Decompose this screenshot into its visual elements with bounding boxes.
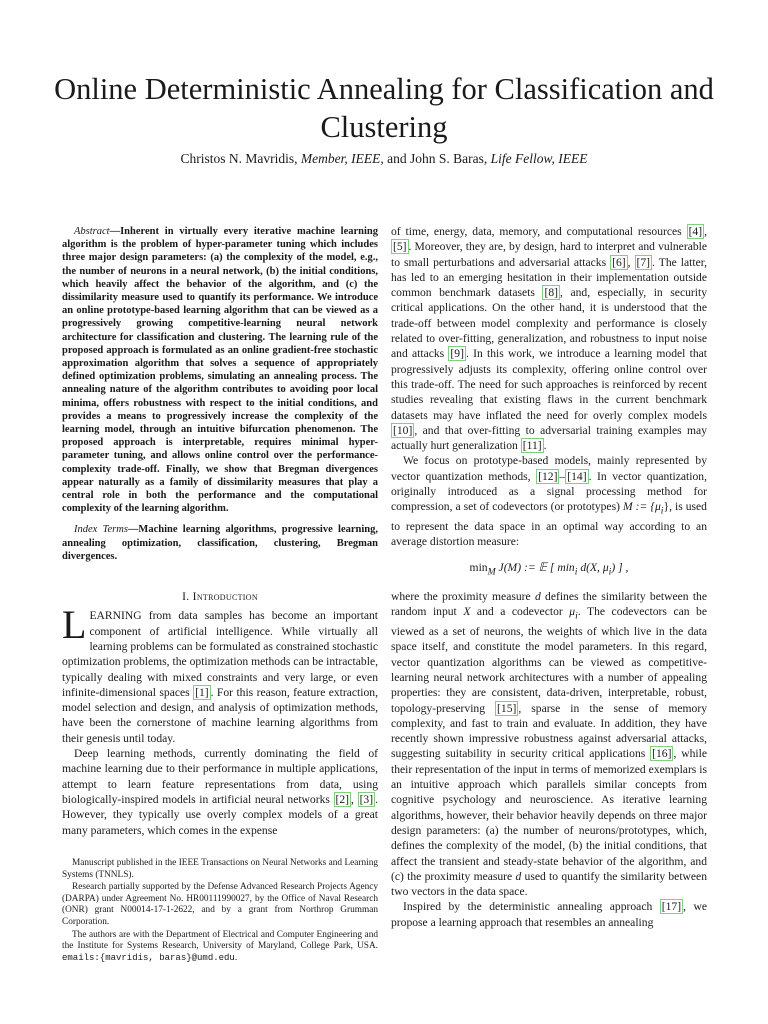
body-text: . Moreover, they are, by design, hard to interpret and vulnerable to small perturbations and adversarial attacks bbox=[391, 240, 707, 269]
section-title: Introduction bbox=[192, 590, 258, 604]
citation-link[interactable]: [2] bbox=[335, 792, 350, 806]
lead-word: EARNING bbox=[89, 609, 142, 623]
body-text: . In vector quantization, originally introduced as a signal processing method for compression, a set of codevectors (or prototypes) bbox=[391, 469, 707, 514]
index-terms-text: —Machine learning algorithms, progressive learning, annealing optimization, classification, clustering, Bregman divergences. bbox=[62, 524, 378, 562]
author-2-role: Life Fellow, IEEE bbox=[490, 151, 588, 166]
body-text: , sparse in the sense of memory complexity, and fast to train and evaluate. In addition, they have recently shown impressive robustness against adversarial attacks, suggesting suitability in security critical applications bbox=[391, 701, 707, 761]
intro-text: from data samples has become an important component of artificial intelligence. While virtually all learning problems can be formulated as constrained stochastic optimization problems, the optimization methods can be intractable, typically dealing with mixed constraints and very large, or even infinite-dimensional spaces bbox=[62, 609, 378, 699]
equation-sub: M bbox=[487, 565, 496, 577]
citation-link[interactable]: [5] bbox=[393, 240, 407, 254]
body-text: of time, energy, data, memory, and computational resources bbox=[391, 225, 687, 238]
equation-sub: i bbox=[608, 565, 612, 577]
left-column bbox=[62, 225, 378, 838]
body-text: , while their representation of the input in terms of memorized exemplars is an intuitive approach which parallels similar concepts from cognitive psychology and neuroscience. As iterative learning algorithms, however, their behavior heavily depends on three major design parameters: (a) the number of neurons/prototypes, which, defines the complexity of the model, (b) the initial conditions, that affect the transient and steady-state behavior of the algorithm, and (c) the proximity measure bbox=[391, 747, 707, 883]
citation-link[interactable]: [9] bbox=[450, 347, 464, 361]
author-emails: emails:{mavridis, baras}@umd.edu bbox=[62, 952, 235, 963]
intro-text: Deep learning methods, currently dominating the field of machine learning due to their performance in multiple applications, attempt to learn feature representations from data, using biologically-inspired models in artificial neural networks bbox=[62, 747, 378, 806]
section-heading-introduction bbox=[62, 589, 378, 604]
author-line bbox=[40, 150, 728, 168]
citation-link[interactable]: [3] bbox=[359, 792, 374, 806]
right-column bbox=[391, 224, 707, 930]
body-text: and a codevector bbox=[470, 605, 570, 619]
equation-body: J(M) := 𝔼 [ min bbox=[498, 560, 575, 574]
author-1: Christos N. Mavridis, bbox=[180, 151, 298, 166]
equation-body: d(X, μ bbox=[580, 560, 609, 574]
index-terms-label: Index Terms bbox=[74, 524, 128, 536]
drop-cap: L bbox=[62, 602, 87, 648]
body-text: – bbox=[559, 469, 566, 483]
citation-link[interactable]: [16] bbox=[652, 747, 672, 761]
citation-link[interactable]: [11] bbox=[522, 439, 542, 453]
math-inline: M := {μ bbox=[622, 500, 661, 514]
body-text: We focus on prototype-based models, mainly represented by vector quantization methods, bbox=[391, 454, 707, 483]
body-text: , and, especially, in security critical applications. On the other hand, it is understood that the trade-off between model complexity and performance is closely related to over-fitting, generalization, and robustness to input noise and attacks bbox=[391, 286, 707, 361]
citation-link[interactable]: [14] bbox=[567, 469, 587, 483]
citation-link[interactable]: [12] bbox=[538, 469, 558, 483]
body-text: . The latter, has led to an emerging hesitation in their implementation outside common benchmark datasets bbox=[391, 255, 708, 300]
citation-link[interactable]: [6] bbox=[612, 255, 626, 269]
body-text: Inspired by the deterministic annealing approach bbox=[403, 900, 660, 914]
body-text: , bbox=[704, 225, 707, 238]
intro-paragraph-1 bbox=[62, 602, 378, 746]
index-terms bbox=[62, 523, 378, 563]
math-inline: X bbox=[463, 605, 471, 619]
math-subscript: i bbox=[660, 505, 664, 517]
body-text: , and that over-fitting to adversarial training examples may actually hurt generalization bbox=[391, 423, 707, 453]
math-inline: μ bbox=[569, 605, 576, 619]
math-inline: d bbox=[515, 869, 522, 883]
body-text: where the proximity measure bbox=[391, 590, 535, 604]
footnote-manuscript: Manuscript published in the IEEE Transactions on Neural Networks and Learning Systems (TNNLS). bbox=[62, 858, 378, 880]
body-text: , is used to represent the data space in an optimal way according to an average distortion measure: bbox=[391, 500, 707, 549]
body-text: . The codevectors can be viewed as a set of neurons, the weights of which live in the data space itself, and constitute the model parameters. In this regard, vector quantization algorithms can be viewed as competitive-learning neural network architectures with a number of appealing properties: they are consistent, data-driven, interpretable, robust, topology-preserving bbox=[391, 605, 707, 715]
citation-link[interactable]: [17] bbox=[661, 900, 682, 914]
footnotes bbox=[62, 858, 378, 965]
body-paragraph-4 bbox=[391, 899, 707, 930]
author-1-role: Member, IEEE bbox=[300, 151, 381, 166]
equation-end: ) ] , bbox=[611, 560, 629, 574]
paper-title: Online Deterministic Annealing for Classification and Clustering bbox=[54, 72, 714, 144]
intro-text: . However, they typically use overly complex models of a great many parameters, which comes in the expense bbox=[62, 792, 378, 837]
citation-link[interactable]: [8] bbox=[544, 286, 558, 300]
body-paragraph-1 bbox=[391, 224, 707, 453]
abstract bbox=[62, 225, 378, 515]
body-text: used to quantify the similarity between two vectors in the data space. bbox=[391, 869, 708, 899]
body-paragraph-2 bbox=[391, 453, 707, 549]
citation-link[interactable]: [15] bbox=[497, 701, 517, 715]
author-conjunction: , and John S. Baras, bbox=[380, 151, 488, 166]
equation-min: min bbox=[469, 560, 488, 574]
body-paragraph-3 bbox=[391, 589, 707, 899]
intro-text: . For this reason, feature extraction, model selection and design, and analysis of optimization methods, have been the cornerstone of machine learning algorithms from their genesis until today. bbox=[62, 685, 378, 745]
body-text: . bbox=[543, 439, 547, 453]
footnote-affiliation bbox=[62, 930, 378, 965]
citation-link[interactable]: [7] bbox=[636, 255, 651, 269]
body-text: defines the similarity between the random input bbox=[391, 590, 707, 619]
footnote-text: . bbox=[234, 952, 238, 963]
equation-sub: i bbox=[574, 565, 578, 577]
abstract-text: —Inherent in virtually every iterative machine learning algorithm is the problem of hyper-parameter tuning which includes three major design parameters: (a) the complexity of the model, e.g., the number of neurons in a neural network, (b) the initial conditions, which heavily affect the behavior of the algorithm, and (c) the dissimilarity measure used to quantify its performance. We introduce an online prototype-based learning algorithm that can be viewed as a progressively growing competitive-learning neural network architecture for classification and clustering. The learning rule of the proposed approach is formulated as an online gradient-free stochastic approximation algorithm that solves a sequence of appropriately defined optimization problems, simulating an annealing process. The annealing nature of the algorithm contributes to avoiding poor local minima, offers robustness with respect to the initial conditions, and provides a means to progressively increase the complexity of the learning model, through an intuitive bifurcation phenomenon. The proposed approach is interpretable, requires minimal hyper-parameter tuning, and allows online control over the performance-complexity trade-off. Finally, we show that Bregman divergences appear naturally as a family of dissimilarity measures that play a central role in both the performance and the computational complexity of the learning algorithm. bbox=[62, 226, 378, 515]
math-inline: } bbox=[663, 500, 670, 514]
math-inline: d bbox=[534, 590, 541, 604]
distortion-equation bbox=[391, 560, 707, 580]
footnote-text: The authors are with the Department of Electrical and Computer Engineering and the Institute for Systems Research, University of Maryland, College Park, USA. bbox=[62, 929, 378, 952]
citation-link[interactable]: [10] bbox=[393, 423, 413, 437]
citation-link[interactable]: [4] bbox=[688, 225, 703, 238]
math-subscript: i bbox=[575, 610, 578, 622]
body-text: . In this work, we introduce a learning model that progressively adjusts its complexity, offering online control over this trade-off. The need for such approaches is reinforced by recent studies revealing that existing flaws in the current benchmark datasets may have inflated the need for overly complex models bbox=[391, 347, 707, 422]
body-text: , we propose a learning approach that resembles an annealing bbox=[391, 900, 707, 929]
body-text: , bbox=[627, 255, 635, 269]
intro-paragraph-2 bbox=[62, 746, 378, 838]
citation-link[interactable]: [1] bbox=[195, 685, 209, 699]
abstract-label: Abstract bbox=[74, 226, 110, 237]
footnote-funding: Research partially supported by the Defense Advanced Research Projects Agency (DARPA) under Agreement No. HR00111990027, by the Office of Naval Research (ONR) grant N00014-17-1-2622, and by a grant from Northrop Grumman Corporation. bbox=[62, 882, 378, 927]
intro-text: , bbox=[351, 792, 358, 806]
section-number: I. bbox=[182, 590, 190, 604]
